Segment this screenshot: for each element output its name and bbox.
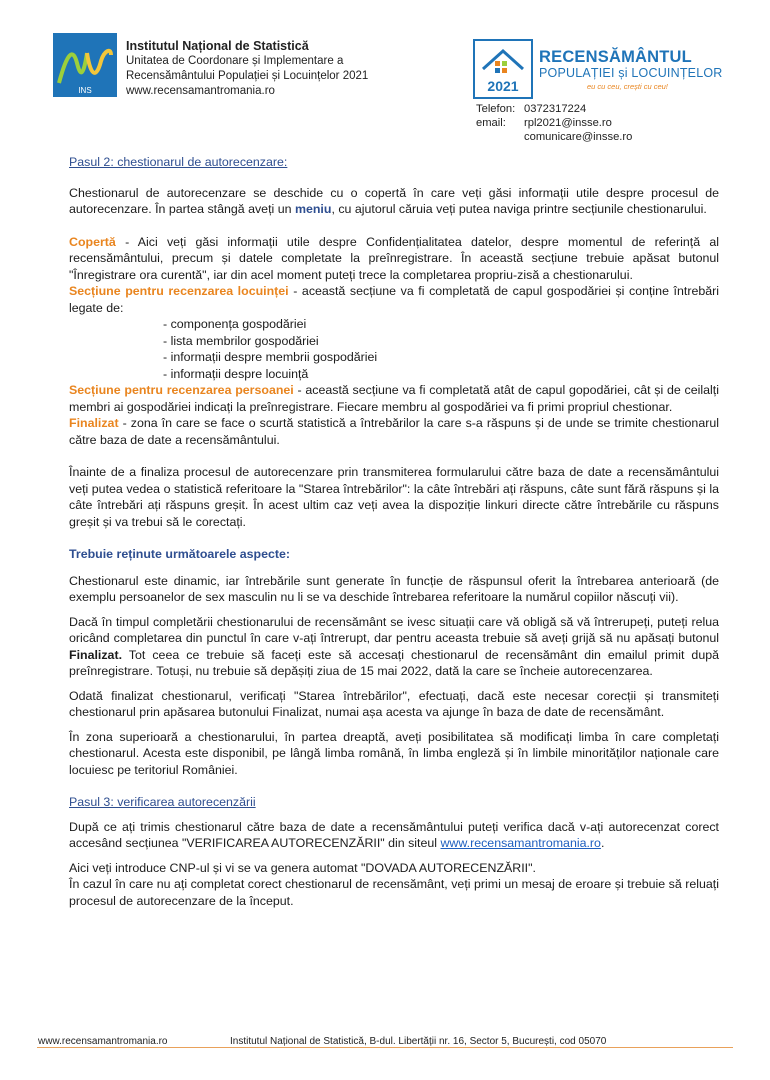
step2-intro: Chestionarul de autorecenzare se deschide cu o copertă în care veți găsi informații utile despre procesul de autorecenzare. În partea stângă aveți un meniu, cu ajutorul căruia veți putea naviga printre secțiunile chestionarului. (69, 185, 719, 216)
housing-list (69, 316, 719, 382)
census-subtitle: POPULAȚIEI și LOCUINȚELOR (539, 66, 723, 80)
list-item: - informații despre locuință (163, 366, 719, 383)
phone-label: Telefon: (476, 103, 516, 115)
phone-number: 0372317224 (524, 103, 587, 115)
unit-line-1: Unitatea de Coordonare și Implementare a (126, 55, 344, 67)
step2-heading: Pasul 2: chestionarul de autorecenzare: (69, 155, 288, 169)
final-keyword: Finalizat (69, 416, 119, 430)
housing-paragraph: Secțiune pentru recenzarea locuinței - această secțiune va fi completată de capul gospodăriei și conține întrebări legate de: (69, 284, 720, 315)
svg-text:2021: 2021 (487, 78, 519, 94)
email-label: email: (476, 116, 506, 129)
persons-paragraph: Secțiune pentru recenzarea persoanei - această secțiune va fi completată atât de capul gopodăriei, cât și de ceilalți membri ai gospodăriei indicați la preînregistrare. Fiecare membru al gospodăriei va fi primi propriul chestionar. (69, 383, 719, 414)
cover-paragraph: Copertă - Aici veți găsi informații utile despre Confidențialitatea datelor, despre momentul de referință al recensământului, precum și datele completate la preînregistrare. În această secțiune trebuie apăsat butonul "Înregistrare ora curentă", iar din acel moment puteți trece la completarea propriu-zisă a chestionarului. (69, 234, 719, 282)
menu-keyword: meniu (294, 202, 332, 216)
aspects-p3: Odată finalizat chestionarul, verificați "Starea întrebărilor", efectuați, dacă este necesar corecții și transmiteți chestionarul prin apăsarea butonului Finalizat, numai așa acesta va ajunge în baza de date de recensământ. (69, 688, 719, 719)
step3-p3: În cazul în care nu ați completat corect chestionarul de recensământ, veți primi un mesaj de eroare și trebuie să reluați procesul de autorecenzare de la început. (69, 877, 719, 908)
step3-heading: Pasul 3: verificarea autorecenzării (69, 795, 256, 809)
footer-website[interactable]: www.recensamantromania.ro (38, 1036, 168, 1047)
step3-p1: După ce ați trimis chestionarul către baza de date a recensământului puteți verifica dacă v-ați autorecenzat corect accesând secțiunea "VERIFICAREA AUTORECENZĂRII" din siteul www.recensamantromania.ro. (69, 819, 719, 850)
final-paragraph: Finalizat - zona în care se face o scurtă statistică a întrebărilor la care s-a răspuns și de unde se trimite chestionarul către baza de date a recensământului. (69, 416, 719, 447)
list-item: - lista membrilor gospodăriei (163, 333, 719, 350)
aspects-p2: Dacă în timpul completării chestionarului de recensământ se ivesc situații care vă obligă să vă întrerupeți, puteți relua oricând completarea din punctul în care v-ați întrerupt, dar pentru aceasta trebuie să aveți grijă să nu apăsați butonul Finalizat. Tot ceea ce trebuie să faceți este să accesați chestionarul de recensământ din emailul primit după preînregistrare. Totuși, nu trebuie să depășiți ziua de 15 mai 2022, dată la care se încheie autorecenzarea. (69, 614, 719, 678)
email-2[interactable]: comunicare@insse.ro (524, 130, 633, 143)
census-logo (473, 39, 533, 99)
contact-block (476, 103, 632, 144)
before-final-paragraph: Înainte de a finaliza procesul de autorecenzare prin transmiterea formularului către baza de date a recensământului veți putea vedea o statistică referitoare la "Starea întrebărilor": la câte întrebări ați răspuns, câte sunt fără răspuns și la câte întrebări ați răspuns greșit. În acest ultim caz veți avea la dispoziție linkuri directe către întrebările cu răspuns greșit și va trebui să le corectați. (69, 465, 719, 529)
step3-p2: Aici veți introduce CNP-ul și vi se va genera automat "DOVADA AUTORECENZĂRII". (69, 860, 536, 875)
ins-logo (53, 33, 117, 97)
list-item: - informații despre membrii gospodăriei (163, 349, 719, 366)
footer-divider (37, 1047, 733, 1048)
list-item: - componența gospodăriei (163, 316, 719, 333)
institution-block (126, 39, 368, 99)
site-link[interactable]: www.recensamantromania.ro (440, 836, 601, 850)
footer-address: Institutul Național de Statistică, B-dul. Libertății nr. 16, Sector 5, București, cod 05070 (230, 1036, 607, 1047)
census-title: RECENSĂMÂNTUL (539, 48, 692, 66)
persons-keyword: Secțiune pentru recenzarea persoanei (69, 383, 294, 397)
cover-keyword: Copertă (69, 234, 116, 249)
aspects-p1: Chestionarul este dinamic, iar întrebările sunt generate în funcție de răspunsul oferit la întrebarea anterioară (de exemplu persoanelor de sex masculin nu li se va deschide întrebarea referitoare la numărul copiilor născuți vii). (69, 573, 719, 604)
email-1[interactable]: rpl2021@insse.ro (524, 116, 612, 129)
aspects-p4: În zona superioară a chestionarului, în partea dreaptă, aveți posibilitatea să modificați limba în care completați chestionarul. Acesta este disponibil, pe lângă limba română, în limba engleză și în limbile minorităților naționale care locuiesc pe teritoriul României. (69, 729, 719, 777)
header-website[interactable]: www.recensamantromania.ro (126, 85, 275, 97)
unit-line-2: Recensământului Populației și Locuințelor 2021 (126, 70, 369, 82)
census-tagline: eu cu ceu, crești cu ceu! (587, 82, 668, 91)
aspects-heading: Trebuie reținute următoarele aspecte: (69, 547, 291, 561)
main-content (69, 154, 719, 909)
finalizat-keyword: Finalizat. (69, 647, 123, 662)
housing-keyword: Secțiune pentru recenzarea locuinței (69, 284, 289, 298)
svg-text:INS: INS (78, 86, 92, 95)
institution-name: Institutul Național de Statistică (126, 39, 309, 53)
